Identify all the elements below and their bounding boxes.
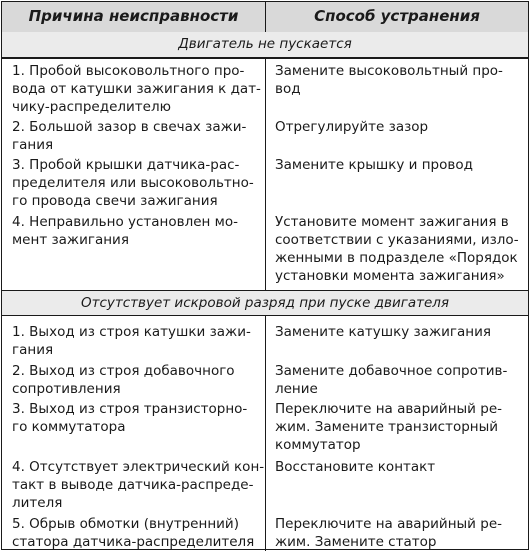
fix-text: Замените катушку зажигания [275,324,492,340]
cause-text: 4. Отсутствует электрический кон- такт в выводе датчика-распреде- лителя [12,459,265,511]
cause-text: 3. Пробой крышки датчика-рас- пределителя или высоковольтно- го провода свечи зажигания [12,157,254,209]
fix-text: Установите момент зажигания в соответствии с указаниями, изло- женными в подразделе «Порядок установки момента зажигания» [275,214,519,284]
column-divider [265,2,266,32]
header-cause: Причина неисправности [28,7,239,25]
cause-text: 2. Большой зазор в свечах зажи- гания [12,119,247,153]
header-fix: Способ устранения [314,7,480,25]
fix-text: Замените высоковольтный про- вод [275,63,503,97]
section-title: Двигатель не пускается [2,32,528,58]
fix-text: Переключите на аварийный ре- жим. Замените транзисторный коммутатор [275,401,502,453]
fix-text: Восстановите контакт [275,459,436,475]
column-divider [265,316,266,551]
column-divider [265,58,266,291]
cause-text: 3. Выход из строя транзисторно- го коммутатора [12,401,248,435]
fix-text: Замените крышку и провод [275,157,473,173]
cause-text: 1. Пробой высоковольтного про- вода от катушки зажигания к дат- чику-распределителю [12,63,261,115]
troubleshooting-table [1,1,529,550]
fix-text: Переключите на аварийный ре- жим. Замените статор [275,516,502,550]
fix-text: Замените добавочное сопротив- ление [275,363,508,397]
section-title: Отсутствует искровой разряд при пуске двигателя [2,291,528,316]
fix-text: Отрегулируйте зазор [275,119,429,135]
cause-text: 5. Обрыв обмотки (внутренний) статора датчика-распределителя [12,516,255,550]
cause-text: 1. Выход из строя катушки зажи- гания [12,324,251,358]
cause-text: 4. Неправильно установлен мо- мент зажигания [12,214,238,248]
cause-text: 2. Выход из строя добавочного сопротивления [12,363,235,397]
